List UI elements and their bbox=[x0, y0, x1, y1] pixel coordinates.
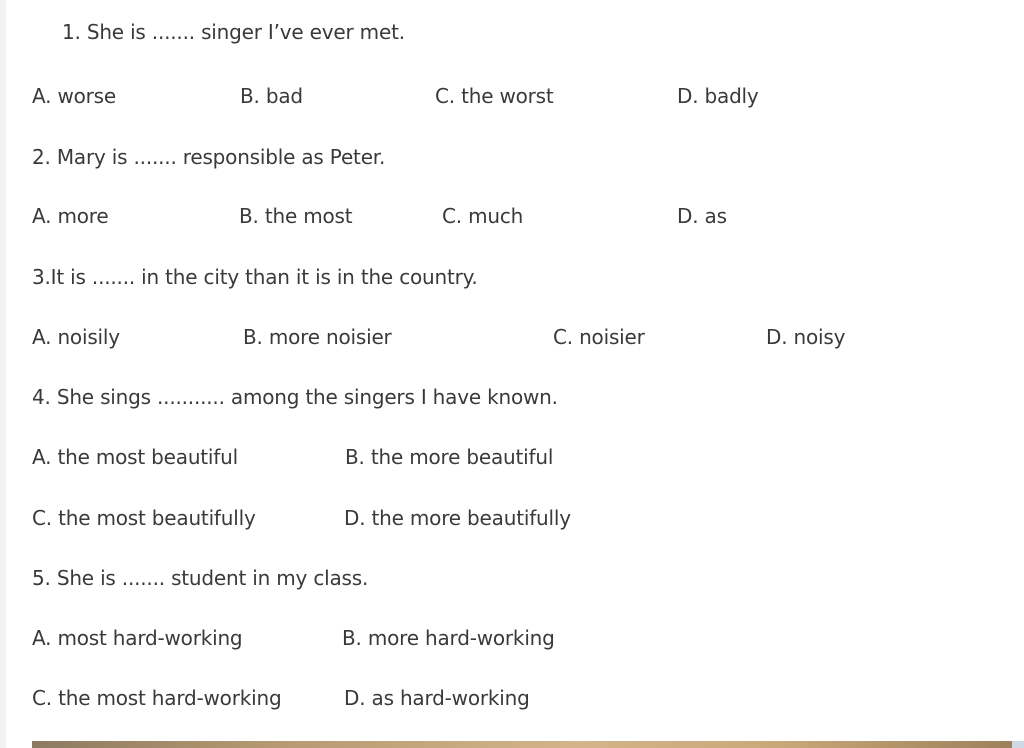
question-5-option-a[interactable]: A. most hard-working bbox=[32, 626, 243, 650]
question-2-option-d[interactable]: D. as bbox=[677, 204, 727, 228]
question-1-option-c[interactable]: C. the worst bbox=[435, 84, 554, 108]
bottom-corner-widget bbox=[1012, 741, 1024, 748]
question-3-option-c[interactable]: C. noisier bbox=[553, 325, 645, 349]
question-4-option-a[interactable]: A. the most beautiful bbox=[32, 445, 238, 469]
question-2-option-b[interactable]: B. the most bbox=[239, 204, 353, 228]
question-3-option-b[interactable]: B. more noisier bbox=[243, 325, 392, 349]
question-4-option-b[interactable]: B. the more beautiful bbox=[345, 445, 554, 469]
question-3-option-d[interactable]: D. noisy bbox=[766, 325, 846, 349]
question-4-option-c[interactable]: C. the most beautifully bbox=[32, 506, 256, 530]
question-5-option-b[interactable]: B. more hard-working bbox=[342, 626, 555, 650]
left-edge-strip bbox=[0, 0, 6, 748]
question-3-option-a[interactable]: A. noisily bbox=[32, 325, 120, 349]
question-2-text: 2. Mary is ....... responsible as Peter. bbox=[32, 145, 386, 169]
question-5-text: 5. She is ....... student in my class. bbox=[32, 566, 369, 590]
question-3-text: 3.It is ....... in the city than it is in the country. bbox=[32, 265, 478, 289]
question-2-option-c[interactable]: C. much bbox=[442, 204, 524, 228]
question-2-option-a[interactable]: A. more bbox=[32, 204, 109, 228]
question-4-option-d[interactable]: D. the more beautifully bbox=[344, 506, 571, 530]
question-1-option-d[interactable]: D. badly bbox=[677, 84, 759, 108]
question-5-option-d[interactable]: D. as hard-working bbox=[344, 686, 530, 710]
question-1-option-b[interactable]: B. bad bbox=[240, 84, 303, 108]
question-1-option-a[interactable]: A. worse bbox=[32, 84, 116, 108]
question-1-text: 1. She is ....... singer I’ve ever met. bbox=[62, 20, 405, 44]
question-5-option-c[interactable]: C. the most hard-working bbox=[32, 686, 282, 710]
question-4-text: 4. She sings ........... among the singers I have known. bbox=[32, 385, 558, 409]
bottom-image-strip bbox=[32, 741, 1024, 748]
